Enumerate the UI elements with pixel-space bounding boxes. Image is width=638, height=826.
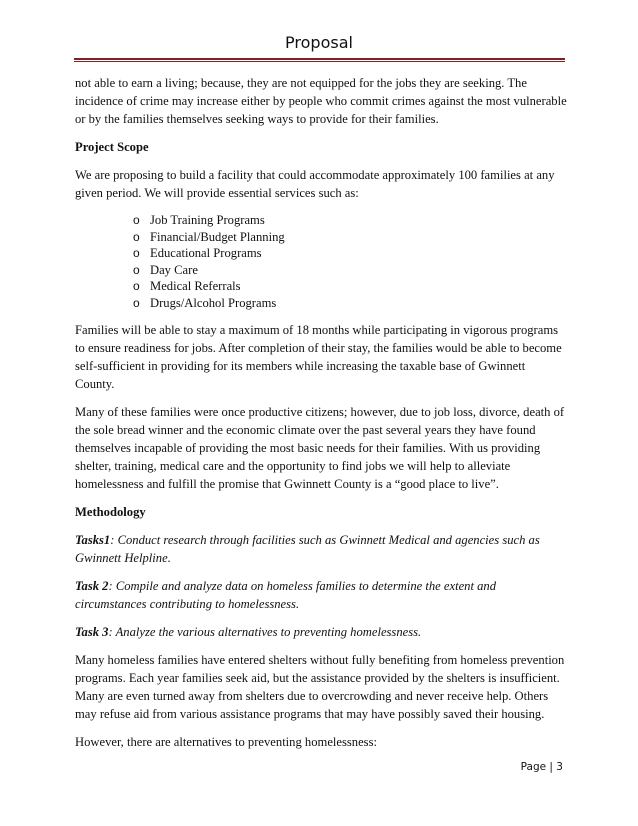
alternatives-paragraph: However, there are alternatives to preventing homelessness: [75, 735, 377, 749]
families-paragraph: Many of these families were once productive citizens; however, due to job loss, divorce, death of the sole bread winner and the economic climate over the past several years they have found themselves incapable of providing the most basic needs for their families. With us providing shelter, training, medical care and the opportunity to find jobs we will help to alleviate homelessness and fulfill the promise that Gwinnett County is a “good place to live”. [75, 405, 565, 491]
bullet-glyph: o [133, 229, 140, 244]
bullet-glyph: o [133, 213, 140, 227]
task-3-text: : Analyze the various alternatives to preventing homelessness. [108, 625, 422, 639]
task-1-text: : Conduct research through facilities such as Gwinnett Medical and agencies such as Gwinnett Helpline. [75, 533, 540, 565]
list-item: o Medical Referrals [133, 279, 241, 293]
project-scope-paragraph: We are proposing to build a facility that could accommodate approximately 100 families at any given period. We will provide essential services such as: [75, 168, 555, 200]
list-item: o Drugs/Alcohol Programs [133, 295, 277, 310]
task-3-label: Task 3 [75, 625, 109, 639]
list-item: o Educational Programs [133, 246, 262, 260]
page-number: Page | 3 [520, 761, 563, 773]
task-2-label: Task 2 [75, 579, 109, 593]
task-1-label: Tasks1 [75, 533, 111, 547]
project-scope-heading: Project Scope [75, 140, 149, 154]
methodology-heading: Methodology [75, 505, 146, 519]
intro-paragraph: not able to earn a living; because, they are not equipped for the jobs they are seeking. The incidence of crime may increase either by people who commit crimes against the most vulnerable or by the families themselves seeking ways to provide for their families. [75, 76, 567, 126]
list-item: o Day Care [133, 262, 198, 277]
task-1 [75, 531, 567, 567]
list-item: o Financial/Budget Planning [133, 229, 285, 244]
task-2-text: : Compile and analyze data on homeless families to determine the extent and circumstances contributing to homelessness. [75, 579, 497, 611]
shelters-paragraph: Many homeless families have entered shelters without fully benefiting from homeless prevention programs. Each year families seek aid, but the assistance provided by the shelters is insufficient. Many are even turned away from shelters due to overcrowding and never receive help. Others may refuse aid from various assistance programs that may have possibly saved their housing. [75, 653, 565, 721]
bullet-glyph: o [133, 279, 140, 293]
bullet-glyph: o [133, 262, 140, 277]
document-body [75, 74, 567, 761]
bullet-glyph: o [133, 246, 140, 260]
stay-paragraph: Families will be able to stay a maximum of 18 months while participating in vigorous programs to ensure readiness for jobs. After completion of their stay, the families would be able to become self-sufficient in providing for its members while increasing the taxable base of Gwinnett County. [75, 323, 562, 391]
task-2 [75, 577, 567, 613]
page-header-title: Proposal [285, 33, 353, 52]
services-list [75, 212, 567, 311]
bullet-glyph: o [133, 295, 140, 310]
list-item: o Job Training Programs [133, 213, 265, 227]
header-divider [74, 58, 565, 62]
task-3 [75, 623, 567, 641]
